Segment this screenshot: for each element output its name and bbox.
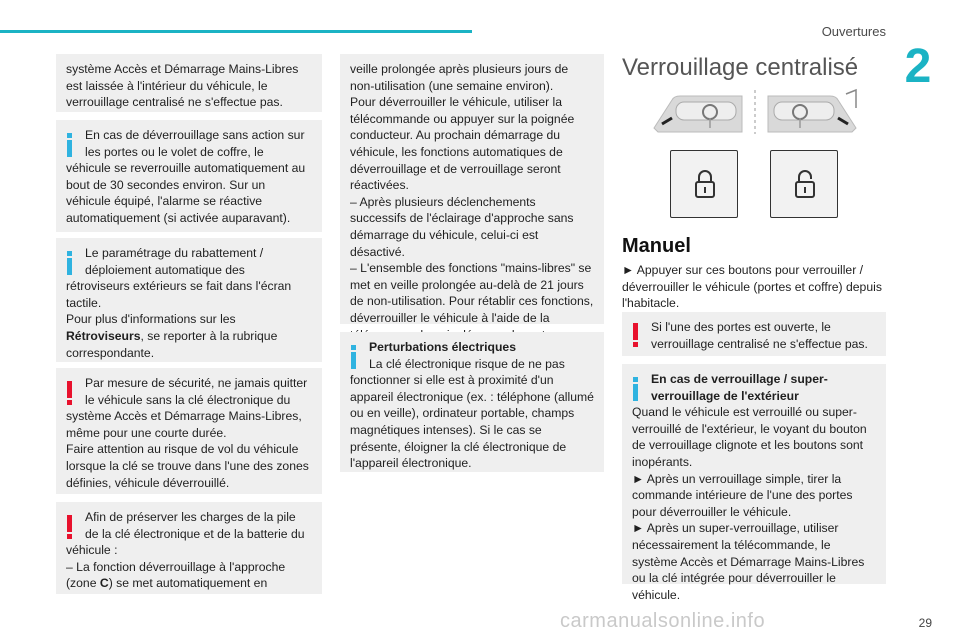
chapter-number: 2 — [904, 40, 932, 93]
continuation-box — [56, 54, 322, 112]
header-accent-bar — [0, 30, 472, 33]
warning-box-security: Par mesure de sécurité, ne jamais quitter le véhicule sans la clé électronique du système Accès et Démarrage Mains-Libres, même pour une courte durée. Faire attention au risque de vol du véhicule lorsque la clé se trouve dans l'une des zones définies, véhicule déverrouillé. — [56, 368, 322, 494]
instruction-text: ► Appuyer sur ces boutons pour verrouiller / déverrouiller le véhicule (portes et coffre) depuis l'habitacle. — [622, 263, 882, 311]
info-icon — [351, 345, 356, 369]
page-title: Verrouillage centralisé — [622, 54, 859, 81]
info-box-relock: En cas de déverrouillage sans action sur les portes ou le volet de coffre, le véhicule se reverrouille automatiquement au bout de 30 secondes environ. Sur un véhicule équipé, l'alarme se réactive automatiquement (si activée auparavant). — [56, 120, 322, 232]
continuation-text: système Accès et Démarrage Mains-Libres est laissée à l'intérieur du véhicule, le verrouillage centralisé ne s'effectue pas. — [66, 62, 299, 110]
page-number: 29 — [918, 616, 932, 630]
warning-icon — [67, 381, 72, 405]
padlock-open-icon — [793, 169, 817, 199]
section-subtitle: Manuel — [622, 235, 691, 257]
info-icon — [67, 251, 72, 275]
door-illustration — [650, 88, 860, 136]
info-icon — [67, 133, 72, 157]
lock-button[interactable] — [670, 150, 738, 218]
padlock-closed-icon — [693, 169, 717, 199]
info-box-external-lock: En cas de verrouillage / super- verrouillage de l'extérieur Quand le véhicule est verrouillé ou super-verrouillé de l'extérieur, le voyant du bouton de verrouillage clignote et les boutons sont inopérants. ► Après un verrouillage simple, tirer la commande intérieure de l'une des portes pour déverrouiller le véhicule. ► Après un super-verrouillage, utiliser nécessairement la télécommande, le système Accès et Démarrage Mains-Libres ou la clé intégrée pour déverrouiller le véhicule. — [622, 364, 886, 584]
warning-box-door-open: Si l'une des portes est ouverte, le verrouillage centralisé ne s'effectue pas. — [622, 312, 886, 356]
mirrors-link-text: Rétroviseurs — [66, 328, 141, 343]
info-icon — [633, 377, 638, 401]
warning-box-battery: Afin de préserver les charges de la pile de la clé électronique et de la batterie du véhicule : – La fonction déverrouillage à l'approche (zone C) se met automatiquement en — [56, 502, 322, 594]
watermark: carmanualsonline.info — [560, 610, 766, 632]
warning-icon — [633, 323, 638, 347]
info-box-electrical: Perturbations électriques La clé électronique risque de ne pas fonctionner si elle est à proximité d'un appareil électronique (ex. : téléphone (allumé ou en veille), ordinateur portable, champs magnétiques intenses). Si le cas se présente, éloigner la clé électronique de l'appareil électronique. — [340, 332, 604, 472]
warning-icon — [67, 515, 72, 539]
info-box-mirrors: Le paramétrage du rabattement / déploiement automatique des rétroviseurs extérieurs se fait dans l'écran tactile. Pour plus d'informations sur les Rétroviseurs, se reporter à la rubrique correspondante. — [56, 238, 322, 362]
continuation-box-2: veille prolongée après plusieurs jours de non-utilisation (une semaine environ). Pour déverrouiller le véhicule, utiliser la télécommande ou appuyer sur la poignée conducteur. Au prochain démarrage du véhicule, les fonctions automatiques de déverrouillage et de verrouillage seront réactivées. – Après plusieurs déclenchements successifs de l'éclairage d'approche sans démarrage du véhicule, celui-ci est désactivé. – L'ensemble des fonctions "mains-libres" se met en veille prolongée au-delà de 21 jours de non-utilisation. Pour rétablir ces fonctions, déverrouiller le véhicule à l'aide de la — [340, 54, 604, 324]
unlock-button[interactable] — [770, 150, 838, 218]
section-title: Ouvertures — [821, 24, 886, 39]
